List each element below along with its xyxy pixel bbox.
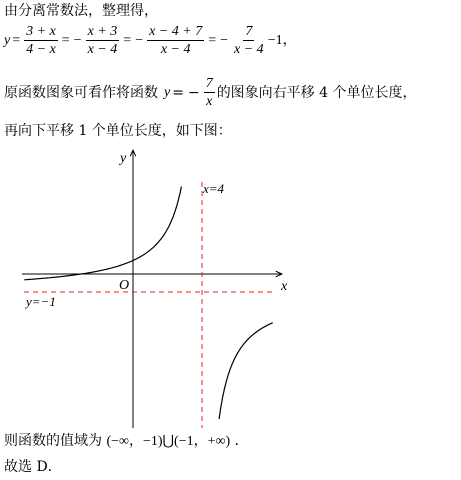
range-line bbox=[4, 432, 249, 451]
transform-eq: = bbox=[172, 84, 184, 101]
transform-denominator: x bbox=[206, 94, 213, 109]
eq-y: y bbox=[4, 32, 11, 48]
transform-y: y bbox=[164, 84, 171, 100]
x-axis-label: x bbox=[281, 279, 288, 294]
shift-text: 再向下平移 1 个单位长度，如下图： bbox=[4, 123, 232, 139]
intro-text: 由分离常数法，整理得， bbox=[4, 3, 158, 19]
minus-2: − bbox=[135, 32, 144, 48]
origin-label: O bbox=[119, 278, 130, 293]
curve-left-branch bbox=[24, 187, 181, 280]
range-post: ． bbox=[234, 433, 249, 449]
y-axis-label: y bbox=[120, 151, 127, 166]
eq-tail: −1 bbox=[267, 32, 283, 48]
transform-pre: 原函数图象可看作将函数 bbox=[4, 84, 158, 101]
transform-minus: − bbox=[187, 84, 200, 101]
answer-line bbox=[4, 458, 62, 476]
fraction-2-numerator: x + 3 bbox=[87, 24, 118, 39]
fraction-4-denominator: x − 4 bbox=[234, 42, 264, 57]
fraction-3-numerator: x − 4 + 7 bbox=[149, 24, 203, 39]
minus-3: − bbox=[220, 32, 229, 48]
curve-right-branch bbox=[219, 323, 273, 419]
eq-sign-2: = bbox=[61, 32, 70, 48]
eq-sign-3: = bbox=[123, 32, 132, 48]
transform-post: 的图象向右平移 4 个单位长度， bbox=[216, 84, 417, 101]
range-value: (−∞，−1)⋃(−1，+∞) bbox=[106, 434, 231, 449]
horizontal-asymptote-label: y=−1 bbox=[26, 294, 56, 309]
range-pre: 则函数的值域为 bbox=[4, 433, 102, 449]
answer-text: 故选 D． bbox=[4, 459, 62, 475]
eq-comma: ， bbox=[282, 32, 297, 48]
minus-1: − bbox=[73, 32, 82, 48]
fraction-3-denominator: x − 4 bbox=[160, 42, 191, 57]
vertical-asymptote-label: x=4 bbox=[203, 181, 225, 196]
fraction-1-numerator: 3 + x bbox=[26, 24, 56, 39]
eq-sign-1: = bbox=[12, 32, 21, 48]
fraction-2-denominator: x − 4 bbox=[87, 42, 118, 57]
fraction-1-denominator: 4 − x bbox=[26, 42, 56, 57]
transform-numerator: 7 bbox=[205, 76, 213, 91]
fraction-4-numerator: 7 bbox=[245, 24, 253, 39]
eq-sign-4: = bbox=[208, 32, 217, 48]
